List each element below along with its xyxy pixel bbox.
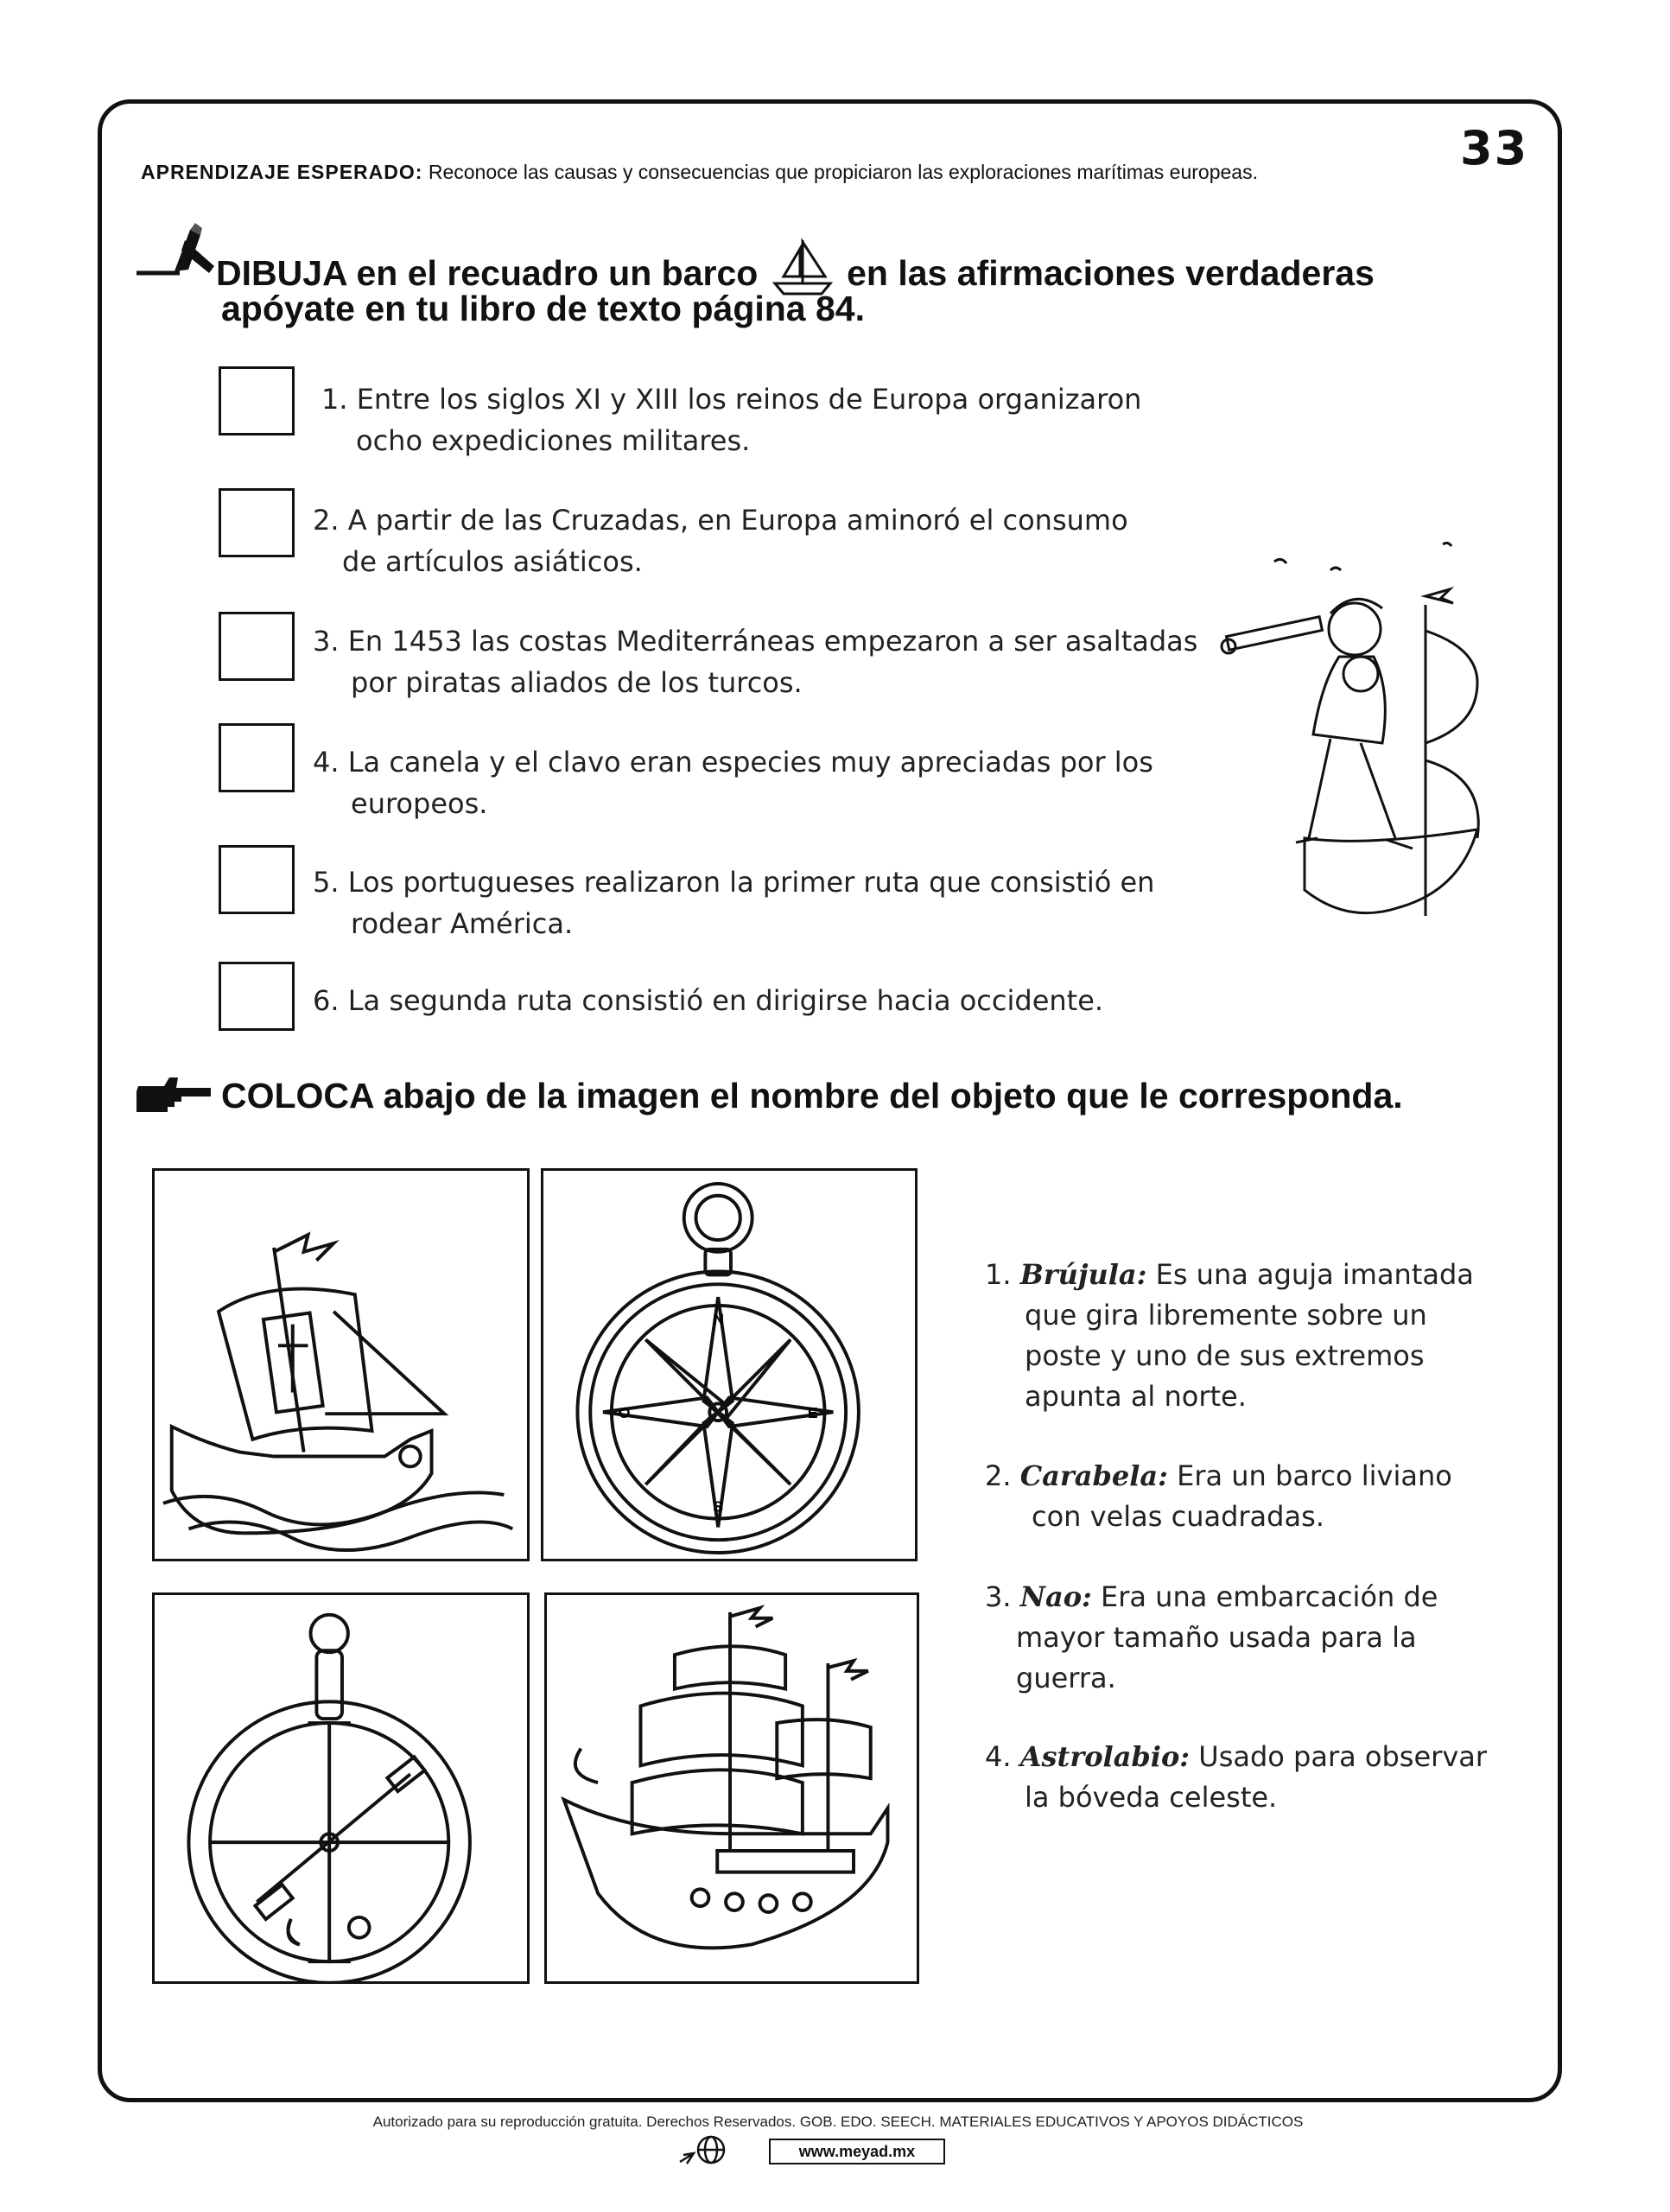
compass-s-label: S — [713, 1497, 724, 1516]
nao-image — [544, 1592, 919, 1984]
statement-2-line2: de artículos asiáticos. — [342, 545, 643, 578]
aprendizaje-esperado — [141, 161, 1258, 184]
footer-url[interactable]: www.meyad.mx — [769, 2139, 945, 2164]
definition-3-text: Era una embarcación de — [1101, 1580, 1438, 1613]
definition-4 — [985, 1737, 1487, 1818]
statement-5-line2: rodear América. — [351, 907, 574, 940]
statement-1 — [321, 378, 1141, 461]
explorer-illustration — [1210, 536, 1495, 933]
nao-drawing — [547, 1595, 917, 1981]
definition-4-text: Usado para observar — [1198, 1740, 1488, 1773]
definition-1-cont-1: que gira libremente sobre un — [1025, 1299, 1427, 1332]
pencil-hand-icon — [137, 223, 216, 276]
definition-3-cont-1: mayor tamaño usada para la — [1016, 1621, 1417, 1654]
answer-box-4[interactable] — [219, 723, 295, 792]
definition-1-cont-2: poste y uno de sus extremos — [1025, 1339, 1425, 1372]
statement-4 — [313, 741, 1153, 824]
instruction-draw-part2: en las afirmaciones verdaderas — [847, 253, 1375, 293]
statement-5 — [313, 861, 1154, 944]
definition-2-cont-1: con velas cuadradas. — [1032, 1500, 1324, 1533]
statement-4-line1: 4. La canela y el clavo eran especies muy apreciadas por los — [313, 746, 1153, 779]
compass-drawing — [543, 1171, 915, 1559]
pointing-hand-icon — [137, 1074, 214, 1117]
statement-1-line1: 1. Entre los siglos XI y XIII los reinos de Europa organizaron — [321, 383, 1142, 416]
compass-o-label: O — [618, 1404, 631, 1422]
definition-3 — [985, 1577, 1438, 1699]
instruction-place: COLOCA abajo de la imagen el nombre del objeto que le corresponda. — [221, 1076, 1403, 1116]
page-number: 33 — [1460, 121, 1529, 175]
statement-3-line1: 3. En 1453 las costas Mediterráneas empezaron a ser asaltadas — [313, 625, 1198, 658]
instruction-draw-line2: apóyate en tu libro de texto página 84. — [221, 289, 865, 328]
answer-box-2[interactable] — [219, 488, 295, 557]
statement-2 — [313, 499, 1128, 582]
definition-2-term: Carabela: — [1019, 1459, 1168, 1492]
definition-3-num: 3. — [985, 1580, 1012, 1613]
statement-4-line2: europeos. — [351, 787, 488, 820]
definition-1-term: Brújula: — [1019, 1258, 1147, 1291]
answer-box-5[interactable] — [219, 845, 295, 914]
compass-n-label: N — [713, 1310, 725, 1328]
globe-icon — [678, 2134, 730, 2165]
statement-1-line2: ocho expediciones militares. — [356, 424, 751, 457]
compass-e-label: E — [807, 1404, 818, 1422]
definition-1-num: 1. — [985, 1258, 1012, 1291]
statement-5-line1: 5. Los portugueses realizaron la primer ruta que consistió en — [313, 866, 1155, 899]
instruction-draw-part1: DIBUJA en el recuadro un barco — [216, 253, 759, 293]
statement-3 — [313, 620, 1197, 703]
definition-2-num: 2. — [985, 1459, 1012, 1492]
statement-6-line1: 6. La segunda ruta consistió en dirigirse hacia occidente. — [313, 984, 1104, 1017]
astrolabe-drawing — [155, 1595, 527, 1981]
definition-1-text: Es una aguja imantada — [1155, 1258, 1474, 1291]
definition-3-term: Nao: — [1019, 1580, 1092, 1613]
statement-2-line1: 2. A partir de las Cruzadas, en Europa aminoró el consumo — [313, 504, 1128, 537]
definition-4-cont-1: la bóveda celeste. — [1025, 1781, 1278, 1814]
statement-3-line2: por piratas aliados de los turcos. — [351, 666, 803, 699]
definition-3-cont-2: guerra. — [1016, 1662, 1116, 1694]
definition-1 — [985, 1255, 1474, 1417]
definition-2 — [985, 1456, 1452, 1537]
definition-2-text: Era un barco liviano — [1177, 1459, 1452, 1492]
answer-box-6[interactable] — [219, 962, 295, 1031]
definition-4-term: Astrolabio: — [1019, 1740, 1191, 1773]
caravel-image — [152, 1168, 530, 1561]
footer-copyright: Autorizado para su reproducción gratuita. Derechos Reservados. GOB. EDO. SEECH. MATERIALES EDUCATIVOS Y APOYOS DIDÁCTICOS — [372, 2113, 1304, 2130]
caravel-drawing — [155, 1171, 527, 1559]
astrolabe-image — [152, 1592, 530, 1984]
aprendizaje-text: Reconoce las causas y consecuencias que propiciaron las exploraciones marítimas europeas. — [428, 161, 1258, 183]
aprendizaje-label: APRENDIZAJE ESPERADO: — [141, 161, 423, 183]
compass-image — [541, 1168, 918, 1561]
definition-4-num: 4. — [985, 1740, 1012, 1773]
statement-6 — [313, 980, 1103, 1021]
definition-1-cont-3: apunta al norte. — [1025, 1380, 1247, 1413]
answer-box-1[interactable] — [219, 366, 295, 435]
answer-box-3[interactable] — [219, 612, 295, 681]
